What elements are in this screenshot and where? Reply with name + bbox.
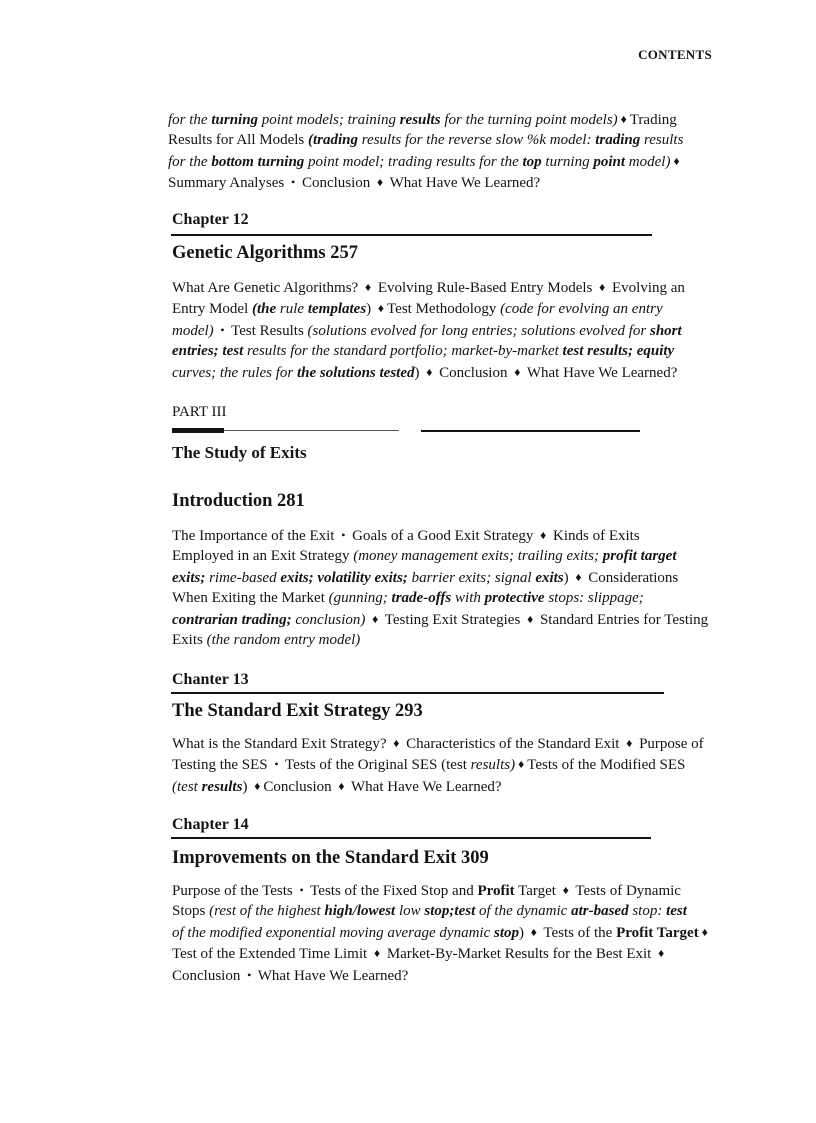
text-run: for the turning point models) xyxy=(440,112,618,128)
text-run: ) xyxy=(414,364,424,381)
text-run: Test Methodology xyxy=(387,301,501,318)
text-run: ) xyxy=(563,569,573,586)
text-run: stop xyxy=(494,924,520,941)
text-run: Tests of the xyxy=(539,924,617,941)
text-run: curves; the rules for xyxy=(172,364,297,381)
bullet-icon: ♦ xyxy=(364,280,372,294)
chapter-14-title: Improvements on the Standard Exit 309 xyxy=(172,848,489,868)
bullet-icon: ♦ xyxy=(658,946,665,961)
bullet-icon: ♦ xyxy=(527,611,534,626)
text-run: bottom turning xyxy=(211,153,305,170)
text-run: exits xyxy=(535,569,564,586)
text-run: (money management exits; trailing exits; xyxy=(353,548,603,565)
text-run: rime-based xyxy=(205,569,281,586)
text-run: When Exiting the Market xyxy=(172,590,329,607)
text-run: (trading xyxy=(308,132,359,149)
part-rule-mark xyxy=(172,428,224,433)
part-rule-thin xyxy=(224,430,399,431)
text-run: Standard Entries for Testing xyxy=(536,611,709,628)
text-run: model) xyxy=(625,153,671,170)
text-line xyxy=(172,362,717,383)
text-run: for the xyxy=(168,153,212,170)
text-line xyxy=(172,922,717,943)
text-run: (the xyxy=(252,301,277,318)
text-run: What Have We Learned? xyxy=(254,967,409,984)
text-line xyxy=(172,525,717,546)
text-run: results xyxy=(201,778,243,795)
bullet-icon: • xyxy=(274,757,279,772)
text-run: Evolving Rule-Based Entry Models xyxy=(374,280,597,296)
bullet-icon: ♦ xyxy=(338,778,345,793)
text-run: Target xyxy=(514,883,560,899)
text-run: Test of the Extended Time Limit xyxy=(172,946,371,963)
bullet-icon: ♦ xyxy=(426,364,433,379)
text-run: ) xyxy=(519,924,528,941)
text-run: Conclusion xyxy=(435,364,512,381)
text-run: point xyxy=(593,153,626,170)
text-line xyxy=(172,630,717,650)
text-line xyxy=(172,965,717,986)
bullet-icon: ♦ xyxy=(373,946,381,961)
text-run: for the xyxy=(168,112,212,128)
bullet-icon: ♦ xyxy=(530,924,537,939)
text-line xyxy=(172,943,717,964)
text-run: Trading xyxy=(629,112,677,128)
text-run: Testing the SES xyxy=(172,757,272,774)
bullet-icon: • xyxy=(220,322,225,337)
text-line xyxy=(172,546,717,566)
text-run: turning xyxy=(211,112,259,128)
text-run: exits; xyxy=(172,569,206,586)
chapter-14-rule xyxy=(171,837,651,839)
text-run: The Importance of the Exit xyxy=(172,528,339,544)
text-run: Tests of the Fixed Stop and xyxy=(306,883,478,899)
text-run: stop;test xyxy=(424,903,476,920)
chapter-13-label: Chanter 13 xyxy=(172,671,249,688)
text-run: of the dynamic xyxy=(475,903,572,920)
text-run: contrarian trading; xyxy=(172,611,292,628)
text-run: Profit xyxy=(477,883,515,899)
chapter-12-rule xyxy=(171,234,652,236)
text-run: exits; volatility exits; xyxy=(280,569,408,586)
introduction-summary xyxy=(172,525,717,650)
bullet-icon: ♦ xyxy=(626,736,633,750)
bullet-icon: • xyxy=(247,967,252,982)
text-run: Goals of a Good Exit Strategy xyxy=(348,528,538,544)
text-run: Characteristics of the Standard Exit xyxy=(402,736,624,752)
text-run: Stops xyxy=(172,903,210,920)
text-run: test xyxy=(666,903,687,920)
chapter-12-summary xyxy=(172,277,717,383)
bullet-icon: ♦ xyxy=(575,569,582,584)
bullet-icon: • xyxy=(341,528,346,542)
text-run: ) xyxy=(366,301,375,318)
text-run: Summary Analyses xyxy=(168,175,288,192)
carryover-paragraph xyxy=(168,109,713,194)
text-run: protective xyxy=(484,590,545,607)
text-run: top xyxy=(522,153,542,170)
bullet-icon: ♦ xyxy=(673,153,680,168)
bullet-icon: ♦ xyxy=(377,175,384,190)
text-run: Tests of Dynamic xyxy=(571,883,681,899)
text-run: results) xyxy=(470,757,516,774)
text-run: What Are Genetic Algorithms? xyxy=(172,280,362,296)
bullet-icon: ♦ xyxy=(372,611,379,626)
text-run: results xyxy=(399,112,441,128)
text-run: stop: xyxy=(628,903,667,920)
text-run: results for the standard portfolio; market-by-market xyxy=(243,343,563,360)
text-run: Market-By-Market Results for the Best Exit xyxy=(383,946,656,963)
chapter-13-summary xyxy=(172,733,717,797)
bullet-icon: • xyxy=(299,883,304,897)
text-run: the solutions tested xyxy=(296,364,415,381)
text-run: Evolving an xyxy=(608,280,685,296)
text-line xyxy=(172,880,717,901)
text-run: test results; equity xyxy=(562,343,675,360)
text-run: Entry Model xyxy=(172,301,252,318)
text-run: results for the reverse slow %k model: xyxy=(358,132,596,149)
text-line xyxy=(172,609,717,630)
chapter-13-title: The Standard Exit Strategy 293 xyxy=(172,701,423,721)
bullet-icon: ♦ xyxy=(599,280,606,294)
text-run: (the random entry model) xyxy=(206,632,361,649)
text-run: Conclusion xyxy=(172,967,245,984)
text-run: (solutions evolved for long entries; solutions evolved for xyxy=(307,322,650,339)
text-run: Purpose of the Tests xyxy=(172,883,297,899)
text-run: barrier exits; signal xyxy=(407,569,536,586)
part-title: The Study of Exits xyxy=(172,443,307,462)
text-line xyxy=(172,320,717,341)
text-line xyxy=(172,776,717,797)
text-run: Results for All Models xyxy=(168,132,309,149)
text-run: trading xyxy=(595,132,641,149)
chapter-12-title: Genetic Algorithms 257 xyxy=(172,243,359,263)
bullet-icon: ♦ xyxy=(540,528,547,542)
part-label: PART III xyxy=(172,404,227,420)
text-run: trade-offs xyxy=(391,590,452,607)
chapter-14-label: Chapter 14 xyxy=(172,816,249,833)
text-run: Conclusion xyxy=(298,175,375,192)
bullet-icon: ♦ xyxy=(254,778,261,793)
bullet-icon: ♦ xyxy=(620,112,627,126)
text-run: conclusion) xyxy=(291,611,370,628)
text-line xyxy=(168,172,713,193)
text-run: results xyxy=(640,132,684,149)
text-line xyxy=(172,567,717,588)
text-run: with xyxy=(451,590,485,607)
bullet-icon: ♦ xyxy=(518,757,525,772)
chapter-12-label: Chapter 12 xyxy=(172,211,249,228)
bullet-icon: ♦ xyxy=(377,301,385,316)
text-run: Employed in an Exit Strategy xyxy=(172,548,354,565)
text-run: (rest of the highest xyxy=(209,903,325,920)
text-run: What Have We Learned? xyxy=(523,364,678,381)
text-run: Kinds of Exits xyxy=(549,528,640,544)
text-run: Profit Target xyxy=(616,924,699,941)
text-run: point model; trading results for the xyxy=(304,153,523,170)
chapter-14-summary xyxy=(172,880,717,986)
text-run: Test Results xyxy=(227,322,308,339)
text-line xyxy=(168,109,713,130)
introduction-title: Introduction 281 xyxy=(172,491,305,511)
text-line xyxy=(172,733,717,754)
text-run: point models; training xyxy=(258,112,400,128)
text-run: stops: slippage; xyxy=(544,590,644,607)
text-run: model) xyxy=(172,322,218,339)
text-run: Conclusion xyxy=(263,778,336,795)
text-run: low xyxy=(395,903,425,920)
text-run: Purpose of xyxy=(635,736,704,752)
text-run: of the modified exponential moving average dynamic xyxy=(172,924,494,941)
text-run: profit target xyxy=(602,548,677,565)
part-rule-right xyxy=(421,430,640,432)
text-run: Tests of the Original SES (test xyxy=(281,757,471,774)
text-run: (test xyxy=(172,778,202,795)
text-run: rule xyxy=(276,301,308,318)
bullet-icon: ♦ xyxy=(701,924,708,939)
text-run: Testing Exit Strategies xyxy=(381,611,525,628)
bullet-icon: • xyxy=(291,175,296,190)
text-run: short xyxy=(650,322,682,339)
text-line xyxy=(172,754,717,775)
text-run: atr-based xyxy=(571,903,629,920)
chapter-13-rule xyxy=(171,692,664,694)
text-line xyxy=(172,901,717,921)
text-run: What Have We Learned? xyxy=(347,778,502,795)
text-run: high/lowest xyxy=(324,903,396,920)
bullet-icon: ♦ xyxy=(393,736,400,750)
text-run: turning xyxy=(541,153,594,170)
text-run: Exits xyxy=(172,632,207,649)
text-run: (code for evolving an entry xyxy=(500,301,663,318)
running-head: CONTENTS xyxy=(638,47,712,62)
text-run: ) xyxy=(242,778,252,795)
text-line xyxy=(168,151,713,172)
text-line xyxy=(172,588,717,608)
text-run: (gunning; xyxy=(328,590,392,607)
text-line xyxy=(168,130,713,150)
bullet-icon: ♦ xyxy=(562,883,569,897)
text-run: templates xyxy=(307,301,367,318)
text-run: Tests of the Modified SES xyxy=(527,757,686,774)
bullet-icon: ♦ xyxy=(514,364,521,379)
text-run: Considerations xyxy=(584,569,679,586)
text-run: What is the Standard Exit Strategy? xyxy=(172,736,391,752)
text-line xyxy=(172,277,717,298)
text-run: entries; test xyxy=(172,343,244,360)
text-run: What Have We Learned? xyxy=(386,175,541,192)
text-line xyxy=(172,341,717,361)
text-line xyxy=(172,298,717,319)
